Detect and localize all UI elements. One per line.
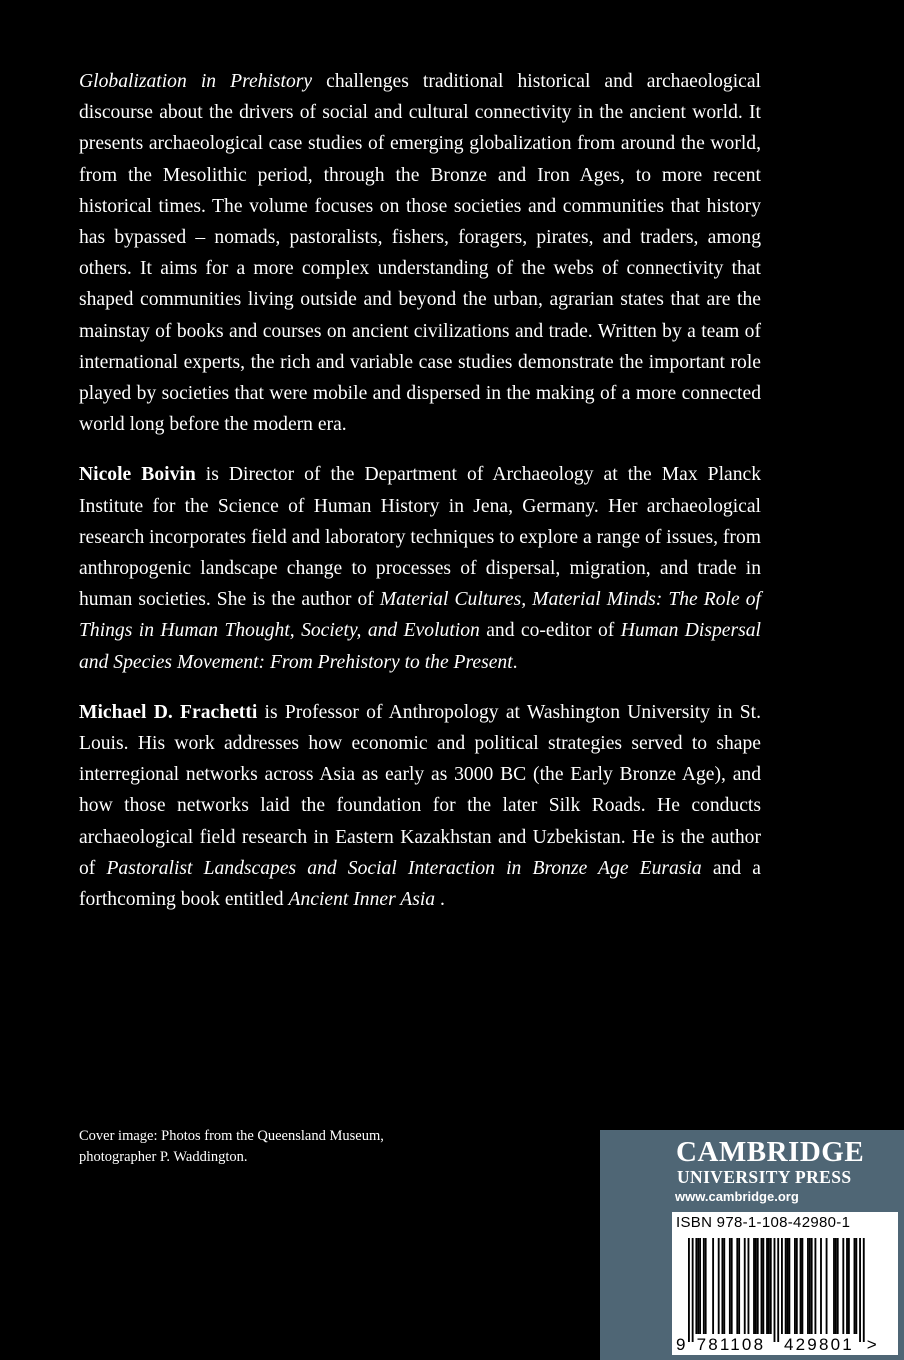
barcode-bar (695, 1238, 697, 1334)
bio-text: . (435, 889, 445, 911)
barcode-bar (846, 1238, 848, 1334)
publisher-name: CAMBRIDGE (676, 1136, 865, 1168)
book-description (79, 66, 761, 440)
barcode-bar (770, 1238, 772, 1334)
barcode-bar (854, 1238, 856, 1334)
description-text: challenges traditional historical and archaeological discourse about the drivers of social and cultural connectivity in the ancient world. It presents archaeological case studies of emerging globalization from around the world, from the Mesolithic period, through the Bronze and Iron Ages, to more recent historical times. The volume focuses on those societies and communities that history has bypassed – nomads, pastoralists, fishers, foragers, pirates, and traders, among others. It aims for a more complex understanding of the webs of connectivity that shaped communities living outside and beyond the urban, agrarian states that are the mainstay of books and courses on ancient civilizations and trade. Written by a team of international experts, the rich and variable case studies demonstrate the important role played by societies that were mobile and dispersed in the making of a more connected world long before the modern era. (79, 71, 761, 436)
isbn-barcode (672, 1212, 898, 1355)
barcode-bar (755, 1238, 757, 1334)
author-name: Michael D. Frachetti (79, 701, 258, 723)
barcode-bar (744, 1238, 746, 1334)
barcode-bar (697, 1238, 699, 1334)
bio-text: is Professor of Anthropology at Washington University in St. Louis. His work addresses how economic and political strategies served to shape interregional networks across Asia as early as 3000 BC (the Early Bronze Age), and how those networks laid the foundation for the later Silk Roads. He conducts archaeological field research in Eastern Kazakhstan and Uzbekistan. He is the author of (79, 701, 762, 879)
barcode-bar (777, 1238, 779, 1342)
barcode-bar (833, 1238, 835, 1334)
barcode-bar (809, 1238, 811, 1334)
barcode-bar (748, 1238, 750, 1334)
barcode-bar (688, 1238, 690, 1342)
barcode-bar (801, 1238, 803, 1334)
barcode-bar (837, 1238, 839, 1334)
barcode-bar (699, 1238, 701, 1334)
barcode-digits: 429801 (784, 1335, 854, 1354)
barcode-bar (859, 1238, 861, 1342)
barcode-graphic (672, 1212, 898, 1355)
book-title: Globalization in Prehistory (79, 71, 313, 92)
barcode-bar (731, 1238, 733, 1334)
barcode-bar (721, 1238, 723, 1334)
book-reference: Material Cultures, Material Minds: The Role of Things in Human Thought, Society, and Evolution (79, 589, 761, 642)
barcode-bar (712, 1238, 714, 1334)
barcode-bar (807, 1238, 809, 1334)
barcode-bar (794, 1238, 796, 1334)
bio-text: . (512, 651, 518, 673)
author-bio-frachetti (79, 697, 761, 915)
publisher-subtitle: UNIVERSITY PRESS (677, 1167, 852, 1187)
barcode-bar (703, 1238, 705, 1334)
barcode-bar (736, 1238, 738, 1334)
barcode-bar (814, 1238, 816, 1334)
barcode-bar (768, 1238, 770, 1334)
barcode-digits: 9 (676, 1335, 688, 1354)
publisher-url: www.cambridge.org (675, 1189, 799, 1204)
barcode-bar (796, 1238, 798, 1334)
barcode-bar (785, 1238, 787, 1334)
barcode-bar (811, 1238, 813, 1334)
barcode-bar (855, 1238, 857, 1334)
barcode-digits: 781108 (696, 1335, 766, 1354)
barcode-bar (842, 1238, 844, 1334)
back-cover-copy (79, 66, 761, 934)
barcode-bar (723, 1238, 725, 1334)
barcode-bar (835, 1238, 837, 1334)
book-reference: Pastoralist Landscapes and Social Interaction in Bronze Age Eurasia (106, 857, 702, 879)
cover-image-credit: Cover image: Photos from the Queensland Museum, photographer P. Waddington. (79, 1128, 384, 1165)
barcode-bar (774, 1238, 776, 1342)
barcode-bar (729, 1238, 731, 1334)
book-reference: Ancient Inner Asia (288, 889, 436, 911)
barcode-bar (753, 1238, 755, 1334)
barcode-bar (738, 1238, 740, 1334)
barcode-bar (692, 1238, 694, 1342)
barcode-bar (800, 1238, 802, 1334)
barcode-bar (781, 1238, 783, 1334)
barcode-bar (766, 1238, 768, 1334)
barcode-bar (787, 1238, 789, 1334)
barcode-bar (762, 1238, 764, 1334)
author-bio-boivin (79, 459, 761, 677)
barcode-bar (757, 1238, 759, 1334)
barcode-bar (826, 1238, 828, 1334)
barcode-bar (820, 1238, 822, 1334)
barcode-bar (718, 1238, 720, 1334)
bio-text: and co-editor of (479, 620, 621, 642)
barcode-bar (788, 1238, 790, 1334)
barcode-bar (761, 1238, 763, 1334)
barcode-bar (848, 1238, 850, 1334)
bio-text: and a forthcoming book entitled (79, 857, 761, 911)
publisher-panel (600, 1130, 904, 1360)
bio-text: is Director of the Department of Archaeology at the Max Planck Institute for the Science of Human History in Jena, Germany. Her archaeological research incorporates field and laboratory techniques to explore a range of issues, from anthropogenic landscape change to processes of dispersal, migration, and trade in human societies. She is the author of (79, 464, 761, 611)
isbn-label: ISBN 978-1-108-42980-1 (676, 1214, 851, 1231)
barcode-digits: > (866, 1335, 879, 1354)
author-name: Nicole Boivin (79, 464, 196, 486)
barcode-bar (863, 1238, 865, 1342)
book-reference: Human Dispersal and Species Movement: From Prehistory to the Present (79, 620, 761, 673)
barcode-bar (705, 1238, 707, 1334)
